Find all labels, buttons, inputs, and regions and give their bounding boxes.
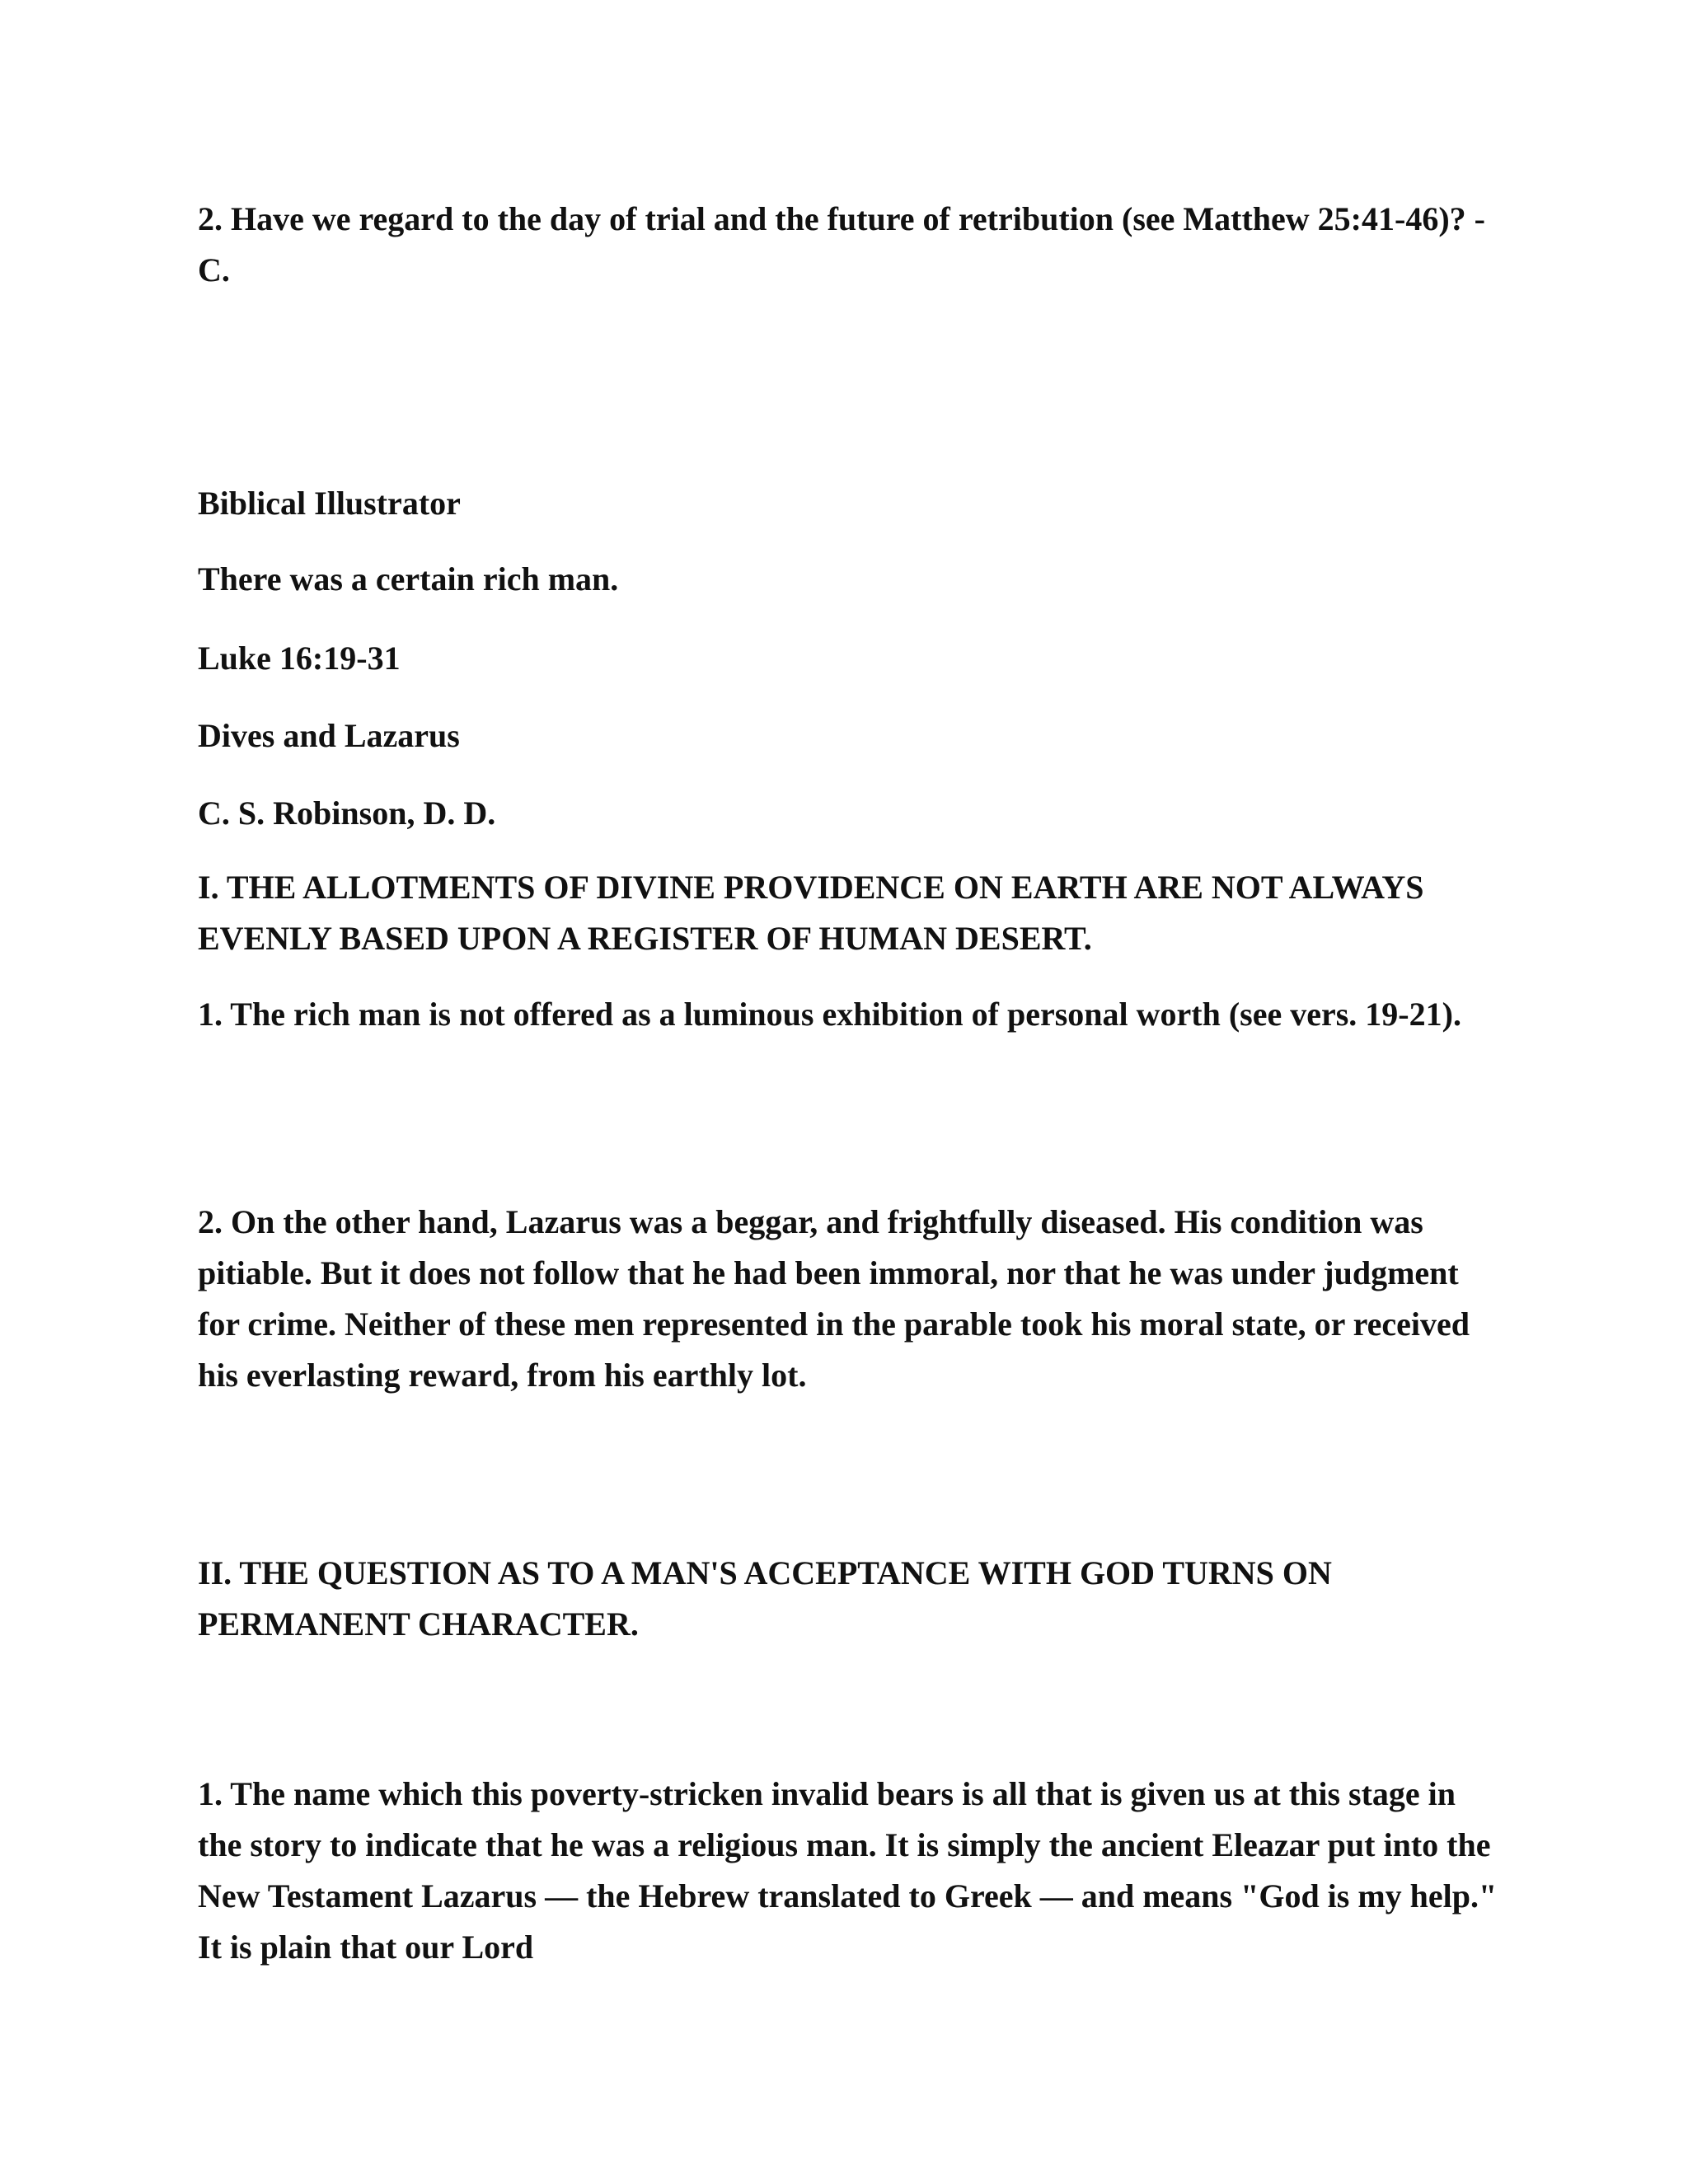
section-heading-2: II. THE QUESTION AS TO A MAN'S ACCEPTANCE WITH GOD TURNS ON PERMANENT CHARACTER.	[198, 1554, 1332, 1643]
paragraph-rich-man: 1. The rich man is not offered as a luminous exhibition of personal worth (see vers. 19-21).	[198, 996, 1461, 1033]
section-heading-1: I. THE ALLOTMENTS OF DIVINE PROVIDENCE ON EARTH ARE NOT ALWAYS EVENLY BASED UPON A REGISTER OF HUMAN DESERT.	[198, 869, 1424, 957]
verse-quote: There was a certain rich man.	[198, 560, 619, 598]
paragraph-retribution-question: 2. Have we regard to the day of trial and the future of retribution (see Matthew 25:41-46)? - C.	[198, 200, 1485, 288]
scripture-reference: Luke 16:19-31	[198, 640, 401, 677]
source-heading: Biblical Illustrator	[198, 485, 461, 522]
paragraph-name-meaning: 1. The name which this poverty-stricken invalid bears is all that is given us at this stage in the story to indicate that he was a religious man. It is simply the ancient Eleazar put into the New Testament Lazarus — the Hebrew translated to Greek — and means "God is my help." It is plain that our Lord	[198, 1775, 1498, 1966]
author-line: C. S. Robinson, D. D.	[198, 794, 496, 832]
sermon-title: Dives and Lazarus	[198, 717, 460, 754]
paragraph-lazarus-condition: 2. On the other hand, Lazarus was a beggar, and frightfully diseased. His condition was pitiable. But it does not follow that he had been immoral, nor that he was under judgment for crime. Neither of these men represented in the parable took his moral state, or received his everlasting reward, from his earthly lot.	[198, 1203, 1470, 1394]
